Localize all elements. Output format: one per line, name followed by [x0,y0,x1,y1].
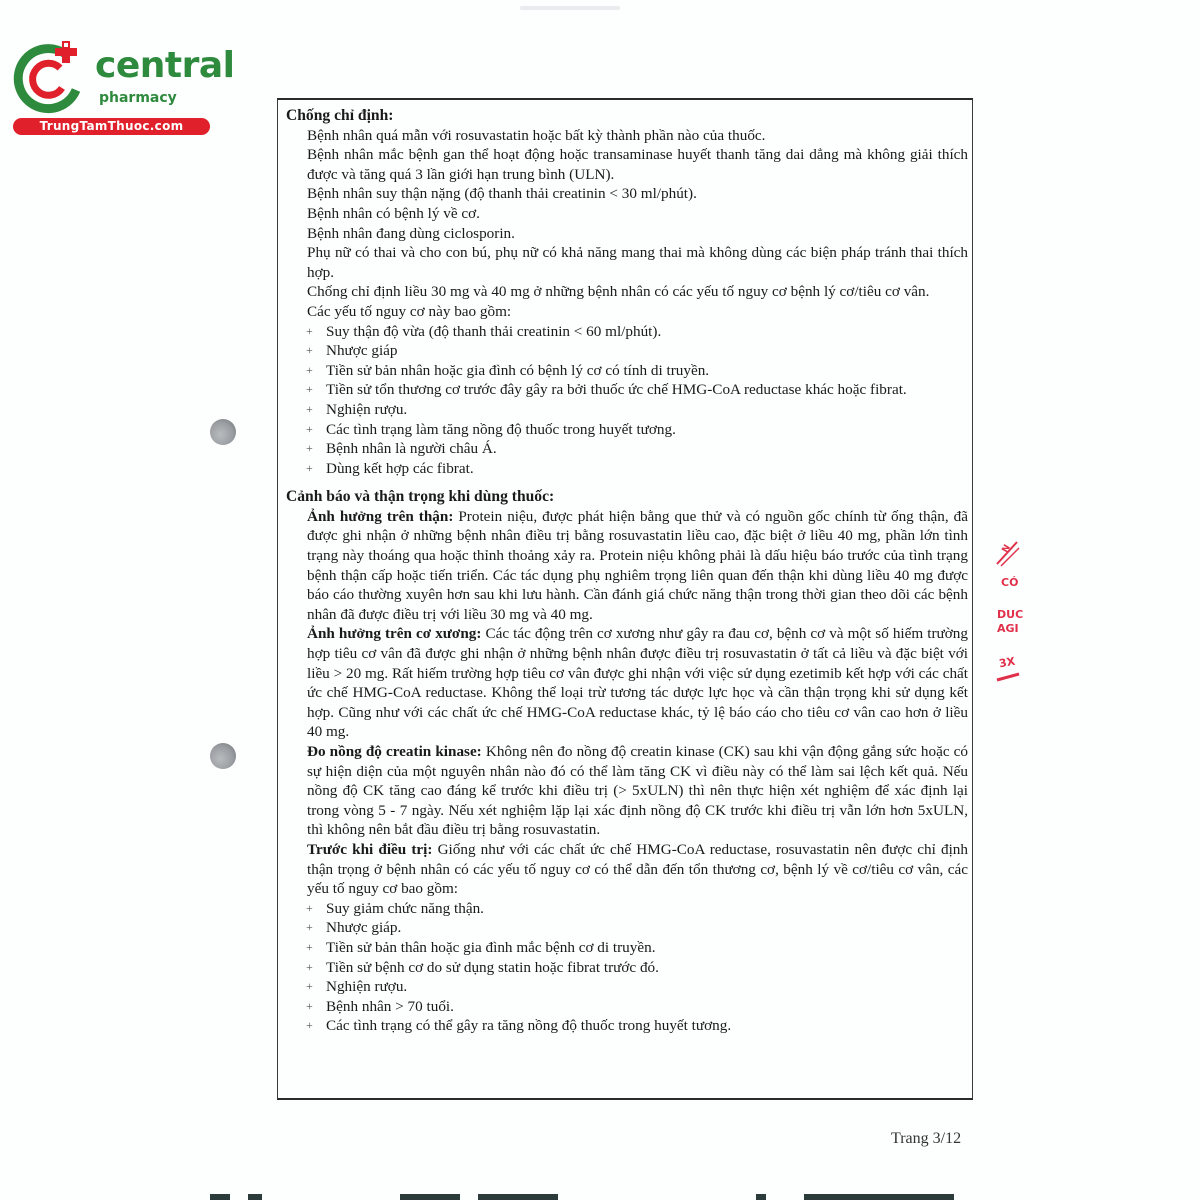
risk-factor-item: + Dùng kết hợp các fibrat. [306,459,474,477]
contraindication-item: Bệnh nhân có bệnh lý về cơ. [307,204,480,222]
punch-hole-top [210,419,236,445]
warning-section-muscle: Ảnh hưởng trên cơ xương: Các tác động trên cơ xương như gây ra đau cơ, bệnh cơ và một số hiếm trường hợp tiêu cơ vân đã được ghi nhận ở những bệnh nhân được điều trị rosuvastatin ở tất cả liều và đặc biệt với liều > 20 mg. Rất hiếm trường hợp tiêu cơ vân được ghi nhận với việc sử dụng ezetimib kết hợp với các chất ức chế HMG-CoA reductase. Không thể loại trừ tương tác dược lực học và cần thận trọng khi sử dụng kết hợp. Cũng như với các chất ức chế HMG-CoA reductase khác, tỷ lệ báo cáo cho tiêu cơ vân cao hơn ở liều 40 mg. [307,625,968,741]
central-pharmacy-logo[interactable] [10,38,235,136]
plus-bullet-icon: + [306,401,313,416]
stamp-text: AGI [997,622,1019,635]
stamp-text: N [1000,543,1013,555]
logo-brand-text: central [95,45,235,86]
plus-bullet-icon: + [306,920,313,935]
pretreatment-risk-item: + Tiền sử bệnh cơ do sử dụng statin hoặc fibrat trước đó. [306,958,659,976]
plus-bullet-icon: + [306,460,313,475]
pretreatment-risk-item: + Suy giảm chức năng thận. [306,899,484,917]
stamp-text: CÓ [1001,576,1019,589]
stamp-text: 3X [997,654,1017,671]
risk-factor-item: + Nghiện rượu. [306,400,408,418]
pretreatment-risk-item: + Bệnh nhân > 70 tuổi. [306,997,454,1015]
plus-bullet-icon: + [306,900,313,915]
plus-bullet-icon: + [306,998,313,1013]
plus-bullet-icon: + [306,441,313,456]
plus-bullet-icon: + [306,939,313,954]
pretreatment-risk-item: + Các tình trạng có thể gây ra tăng nồng độ thuốc trong huyết tương. [306,1017,732,1035]
warning-section-ck: Đo nồng độ creatin kinase: Không nên đo nồng độ creatin kinase (CK) sau khi vận động gắng sức hoặc có sự hiện diện của một nguyên nhân nào đó có thể làm tăng CK vì điều này có thể làm sai lệch kết quả. Nếu nồng độ CK tăng cao đáng kể trước khi điều trị (> 5xULN) thì nên thực hiện xét nghiệm để xác định lại trong vòng 5 - 7 ngày. Nếu xét nghiệm lặp lại xác định nồng độ CK trước khi điều trị vẫn lớn hơn 5xULN, thì không nên bắt đầu điều trị bằng rosuvastatin. [307,743,968,839]
risk-factors-intro: Các yếu tố nguy cơ này bao gồm: [307,302,512,320]
risk-factor-item: + Suy thận độ vừa (độ thanh thải creatinin < 60 ml/phút). [306,322,662,340]
warning-lead: Ảnh hưởng trên thận: [307,507,454,525]
contraindication-item: Bệnh nhân quá mẫn với rosuvastatin hoặc bất kỳ thành phần nào của thuốc. [307,126,766,144]
plus-bullet-icon: + [306,959,313,974]
contraindication-item: Bệnh nhân mắc bệnh gan thể hoạt động hoặc transaminase huyết thanh tăng dai dẳng mà không giải thích được và tăng quá 3 lần giới hạn trung bình (ULN). [307,146,968,183]
warning-lead: Đo nồng độ creatin kinase: [307,743,482,760]
document-text [286,106,968,1036]
plus-bullet-icon: + [306,979,313,994]
warning-section-kidney: Ảnh hưởng trên thận: Protein niệu, được phát hiện bằng que thử và có nguồn gốc chính từ ống thận, đã được ghi nhận ở những bệnh nhân điều trị bằng rosuvastatin liều cao, đặc biệt ở liều 40 mg, phần lớn tình trạng này thoáng qua hoặc thỉnh thoảng xảy ra. Protein niệu không phải là dấu hiệu báo trước của tình trạng bệnh thận cấp hoặc tiến triển. Các tác dụng phụ nghiêm trọng liên quan đến thận khi dùng liều 40 mg được báo cáo thường xuyên hơn sau khi lưu hành. Cần đánh giá chức năng thận trong thời gian theo dõi các bệnh nhân đã được điều trị với liều 30 mg và 40 mg. [307,507,968,623]
stamp-text: DUC [997,608,1024,621]
risk-factor-item: + Bệnh nhân là người châu Á. [306,440,497,458]
contraindication-item: Bệnh nhân đang dùng ciclosporin. [307,224,515,242]
plus-bullet-icon: + [306,362,313,377]
risk-factor-item: + Nhược giáp [306,342,398,360]
document-content-box [277,98,973,1100]
pretreatment-risk-item: + Nghiện rượu. [306,978,408,996]
contraindication-item: Phụ nữ có thai và cho con bú, phụ nữ có khả năng mang thai mà không dùng các biện pháp tránh thai thích hợp. [307,244,968,281]
pretreatment-risk-item: + Tiền sử bản thân hoặc gia đình mắc bệnh cơ di truyền. [306,938,656,956]
stamp-bar-icon [995,672,1025,684]
contraindication-item: Chống chỉ định liều 30 mg và 40 mg ở những bệnh nhân có các yếu tố nguy cơ bệnh lý cơ/tiêu cơ vân. [307,283,930,301]
warning-section-pretreatment: Trước khi điều trị: Giống như với các chất ức chế HMG-CoA reductase, rosuvastatin nên được chỉ định thận trọng ở bệnh nhân có các yếu tố nguy cơ có thể dẫn đến tổn thương cơ, bệnh lý về cơ/tiêu cơ vân, các yếu tố nguy cơ bao gồm: [307,840,968,898]
warning-lead: Ảnh hưởng trên cơ xương: [307,625,482,643]
plus-bullet-icon: + [306,382,313,397]
punch-hole-bottom [210,743,236,769]
risk-factor-item: + Tiền sử tổn thương cơ trước đây gây ra bởi thuốc ức chế HMG-CoA reductase khác hoặc fibrat. [306,381,907,399]
warnings-heading: Cảnh báo và thận trọng khi dùng thuốc: [286,488,555,506]
scan-smudge [520,6,620,10]
contraindication-item: Bệnh nhân suy thận nặng (độ thanh thải creatinin < 30 ml/phút). [307,185,697,203]
plus-bullet-icon: + [306,1018,313,1033]
contraindications-heading: Chống chỉ định: [286,107,394,124]
plus-bullet-icon: + [306,323,313,338]
risk-factor-item: + Tiền sử bản nhân hoặc gia đình có bệnh lý cơ có tính di truyền. [306,361,710,379]
section-gap [286,478,968,487]
plus-bullet-icon: + [306,343,313,358]
warning-lead: Trước khi điều trị: [307,840,433,858]
pharmacy-cross-icon [10,38,90,114]
pretreatment-risk-item: + Nhược giáp. [306,919,402,937]
logo-subtitle: pharmacy [99,90,177,106]
risk-factor-item: + Các tình trạng làm tăng nồng độ thuốc trong huyết tương. [306,420,676,438]
next-page-bleed [210,1192,1010,1200]
logo-website-link[interactable]: TrungTamThuoc.com [13,118,210,135]
approval-stamp-fragment [993,538,1023,688]
page-number: Trang 3/12 [891,1130,962,1147]
plus-bullet-icon: + [306,421,313,436]
